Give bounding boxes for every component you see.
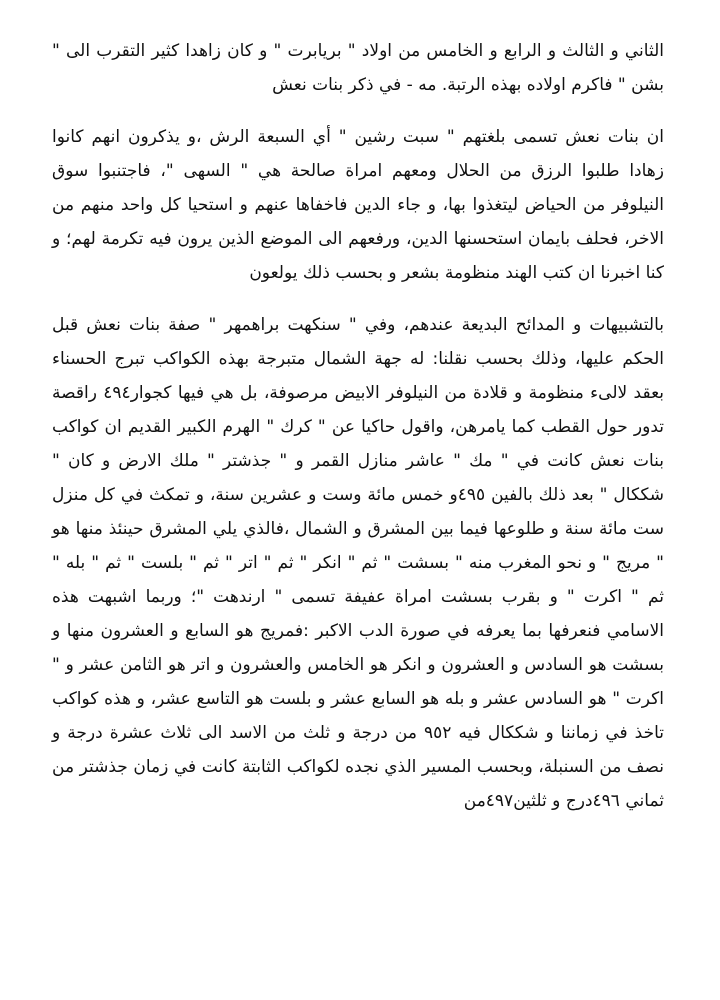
paragraph-2: ان بنات نعش تسمى بلغتهم " سبت رشين " أي السبعة الرش ،و يذكرون انهم كانوا زهادا طلبوا الرزق من الحلال ومعهم امراة صالحة هي " السهى "، فاجتنبوا سوق النيلوفر من الحياض ليتغذوا بها، و جاء الدين فاخفاها عنهم و استحيا كل واحد منهم من الاخر، فحلف بايمان استحسنها الدين، ورفعهم الى الموضع الذين يرون فيه تكرمة لهم؛ و كنا اخبرنا ان كتب الهند منظومة بشعر و بحسب ذلك يولعون (52, 127, 664, 283)
document-page (52, 34, 664, 836)
paragraph-3: بالتشبيهات و المدائح البديعة عندهم، وفي " سنكهت براهمهر " صفة بنات نعش قبل الحكم عليها، وذلك بحسب نقلنا: له جهة الشمال متبرجة بهذه الكواكب تبرج الحسناء بعقد لالىء منظومة و قلادة من النيلوفر الابيض مرصوفة، بل هي فيها كجوار٤٩٤ راقصة تدور حول القطب كما يامرهن، واقول حاكيا عن " كرك " الهرم الكبير القديم ان كواكب بنات نعش كانت في " مك " عاشر منازل القمر و " جذشتر " ملك الارض و كان " شككال " بعد ذلك بالفين ٤٩٥و خمس مائة وست و عشرين سنة، و تمكث في كل منزل ست مائة سنة و طلوعها فيما بين المشرق و الشمال ،فالذي يلي المشرق حينئذ منها هو " مريج " و نحو المغرب منه " بسشت " ثم " انكر " ثم " اتر " ثم " بلست " ثم " بله " ثم " اكرت " و بقرب بسشت امراة عفيفة تسمى " ارندهت "؛ وربما اشبهت هذه الاسامي فنعرفها بما يعرفه في صورة الدب الاكبر :فمريج هو السابع و العشرون منها و بسشت هو السادس و العشرون و انكر هو الخامس والعشرون و اتر هو الثامن عشر و " اكرت " هو السادس عشر و بله هو السابع عشر و بلست هو التاسع عشر، و هذه كواكب تاخذ في زماننا و شككال فيه ٩٥٢ من درجة و ثلث من الاسد الى ثلاث عشرة درجة و نصف من السنبلة، وبحسب المسير الذي نجده لكواكب الثابتة كانت في زمان جذشتر من ثماني ٤٩٦درج و ثلثين٤٩٧من (52, 315, 665, 811)
paragraph-1: الثاني و الثالث و الرابع و الخامس من اولاد " بريابرت " و كان زاهدا كثير التقرب الى " بشن " فاكرم اولاده بهذه الرتبة. مه - في ذكر بنات نعش (52, 41, 664, 95)
